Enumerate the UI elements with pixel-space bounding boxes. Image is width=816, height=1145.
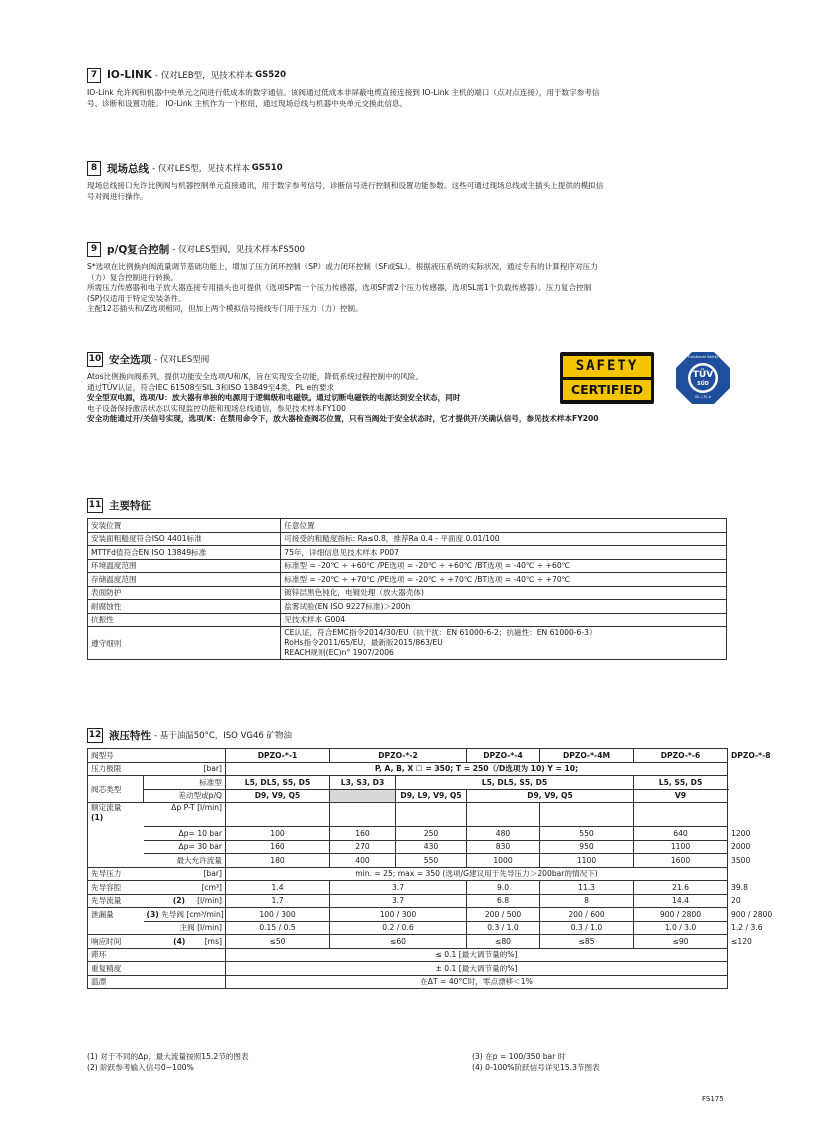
cell: 6.8 (467, 894, 540, 908)
row-label: 压力极限 (88, 762, 144, 776)
section-io-link (87, 67, 727, 109)
row-label: 滞环 (88, 948, 226, 962)
pilot-flow-row: 先导流量 (2) [l/min] 1.7 3.7 6.8 8 14.4 20 (88, 894, 728, 908)
section-fieldbus (87, 160, 727, 202)
cell: 1100 (540, 854, 634, 868)
feature-row (88, 546, 727, 560)
cell: 250 (396, 827, 467, 841)
cell: D9, V9, Q5 (467, 789, 634, 803)
cell: 100 (226, 827, 330, 841)
feature-label: 环境温度范围 (88, 559, 281, 573)
feature-row (88, 586, 727, 600)
col-dpzo-4: DPZO-*-4 (467, 749, 540, 763)
section-title: 安全选项 (109, 353, 151, 366)
feature-label: 表面防护 (88, 586, 281, 600)
row-label: 先导压力 (88, 867, 144, 881)
compliance-line: RoHs指令2011/65/EU，最新版2015/863/EU (284, 638, 443, 647)
cell: 550 (540, 827, 634, 841)
body-line: 号、诊断和设置功能。 IO-Link 主机作为一个枢纽，通过现场总线与机器中央单元交换此信息。 (87, 98, 408, 108)
feature-label: 遵守细则 (88, 627, 281, 660)
row-value: 在ΔT = 40°C时，零点漂移＜1% (226, 975, 728, 989)
compliance-line: REACH规则(EC)n° 1907/2006 (284, 648, 394, 657)
row-label: Δp= 30 bar (144, 840, 226, 854)
cell: 0.15 / 0.5 (226, 921, 330, 935)
row-label: Δp= 10 bar (144, 827, 226, 841)
tuv-bottom-text: SIL / PL e (695, 395, 711, 399)
row-label: 泄漏量 (88, 908, 144, 922)
flow-header-row (88, 803, 728, 827)
feature-row (88, 573, 727, 587)
section-body (87, 88, 727, 109)
col-dpzo-4m: DPZO-*-4M (540, 749, 634, 763)
cell-empty (88, 840, 144, 854)
row-unit (144, 935, 226, 949)
row-sublabel: 主阀 [l/min] (144, 921, 226, 935)
row-unit (144, 908, 226, 922)
row-unit (144, 894, 226, 908)
col-dpzo-6: DPZO-*-6 (634, 749, 728, 763)
row-value: ± 0.1 [最大调节量的%] (226, 962, 728, 976)
section-number: 10 (87, 352, 103, 367)
cell: ≤60 (330, 935, 467, 949)
cell: 270 (330, 840, 396, 854)
body-line: 安全功能通过开/关信号实现，选项/K：在禁用命令下，放大器检查阀芯位置，只有当阀处于安全状态时，它才提供开/关确认信号，参见技术样本FY200 (87, 414, 599, 424)
section-main-features (87, 497, 727, 660)
row-note: (2) (172, 896, 185, 906)
cell-empty (226, 803, 330, 827)
feature-value: 标准型 = -20℃ ÷ +60℃ /PE选项 = -20℃ ÷ +60℃ /BT选项 = -40℃ ÷ +60℃ (281, 559, 727, 573)
row-label: 先导流量 (88, 894, 144, 908)
section-hydraulic (87, 727, 773, 989)
thermal-row (88, 975, 728, 989)
cell: 11.3 (540, 881, 634, 895)
cell: ≤85 (540, 935, 634, 949)
cell: 1.0 / 3.0 (634, 921, 728, 935)
safety-badge-line2: CERTIFIED (563, 380, 651, 400)
body-line: Atos比例换向阀系列，提供功能安全选项/U和/K，旨在实现安全功能，降低系统过程控制中的风险。 (87, 372, 424, 381)
spool-std-label: 标准型 (144, 776, 226, 790)
cell: L5, DL5, S5, D5 (226, 776, 330, 790)
cell: 180 (226, 854, 330, 868)
tuv-sub-text: SÜD (697, 381, 709, 387)
flow-10-row: Δp= 10 bar 100 160 250 480 550 640 1200 (88, 827, 728, 841)
flow-label (88, 803, 144, 827)
hysteresis-row (88, 948, 728, 962)
feature-row (88, 519, 727, 533)
row-note: (4) (173, 936, 186, 946)
page-code: FS175 (702, 1095, 724, 1103)
cell: 0.3 / 1.0 (540, 921, 634, 935)
section-subtitle: - 仅对LES型阀 (154, 355, 210, 365)
section-ref: GS510 (251, 163, 283, 173)
section-title: 主要特征 (109, 499, 151, 512)
cell: 1.7 (226, 894, 330, 908)
section-number: 9 (87, 242, 101, 257)
cell-empty (634, 803, 728, 827)
row-value: P, A, B, X ☐ = 350; T = 250（/D选项为 10) Y = 10; (226, 762, 728, 776)
body-line: 号对阀进行操作。 (87, 191, 148, 201)
cell: 430 (396, 840, 467, 854)
cell-empty (540, 803, 634, 827)
row-note: (3) (146, 909, 159, 919)
section-title: 液压特性 (109, 729, 151, 742)
body-line: 所需压力传感器和电子放大器连接专用插头也可提供（选项SP需一个压力传感器，选项SF需2个压力传感器，选项SL需1个负载传感器）。压力复合控制 (87, 283, 592, 293)
row-unit: [bar] (144, 762, 226, 776)
feature-label: 安装位置 (88, 519, 281, 533)
footnotes-right (472, 1052, 600, 1073)
cell: 3.7 (330, 881, 467, 895)
section-number: 12 (87, 728, 103, 743)
row-value: ≤ 0.1 [最大调节量的%] (226, 948, 728, 962)
feature-value: 标准型 = -20℃ ÷ +70℃ /PE选项 = -20℃ ÷ +70℃ /BT选项 = -40℃ ÷ +70℃ (281, 573, 727, 587)
row-label: 温漂 (88, 975, 226, 989)
row-label: 先导容腔 (88, 881, 144, 895)
section-ref: GS520 (255, 70, 286, 80)
features-table (87, 518, 727, 660)
footnotes-left (87, 1052, 249, 1073)
cell: 9.0 (467, 881, 540, 895)
cell: 100 / 300 (330, 908, 467, 922)
section-body (87, 181, 727, 202)
section-title: IO-LINK (107, 69, 152, 81)
row-unit-text: [l/min] (197, 896, 222, 906)
feature-label: 安装面粗糙度符合ISO 4401标准 (88, 532, 281, 546)
response-row: 响应时间 (4) [ms] ≤50 ≤60 ≤80 ≤85 ≤90 ≤120 (88, 935, 728, 949)
cell: 900 / 2800 (634, 908, 728, 922)
valve-label: 阀型号 (88, 749, 226, 763)
feature-label: MTTFd值符合EN ISO 13849标准 (88, 546, 281, 560)
body-line: (SP)仅适用于特定安装条件。 (87, 293, 186, 303)
footnote: (4) 0-100%阶跃信号详见15.3节图表 (472, 1062, 600, 1072)
body-line: S*选项在比例换向阀流量调节基础功能上，增加了压力闭环控制（SP）或力闭环控制（SF或SL）。根据液压系统的实际状况，通过专有的计算程序对压力 (87, 262, 598, 271)
cell-empty (330, 789, 396, 803)
section-body (87, 262, 727, 315)
compliance-line: CE认证，符合EMC指令2014/30/EU（抗干扰：EN 61000-6-2；抗磁性：EN 61000-6-3） (284, 628, 597, 637)
safety-certified-logo (560, 352, 654, 404)
body-line: （力）复合控制进行转换。 (87, 272, 179, 282)
footnote: (3) 在p = 100/350 bar 时 (472, 1052, 566, 1061)
flow-unit: Δp P-T [l/min] (144, 803, 226, 827)
body-line: IO-Link 允许阀和机器中央单元之间进行低成本的数字通信。该阀通过低成本非屏蔽电缆直接连接到 IO-Link 主机的端口（点对点连接），用于数字参考信 (87, 88, 600, 97)
cell: 200 / 600 (540, 908, 634, 922)
feature-label: 抗振性 (88, 613, 281, 627)
col-dpzo-1: DPZO-*-1 (226, 749, 330, 763)
feature-value: 见技术样本 G004 (281, 613, 727, 627)
cell: 100 / 300 (226, 908, 330, 922)
cell: 830 (467, 840, 540, 854)
section-subtitle: - 仅对LES型，见技术样本 (152, 164, 250, 174)
body-line: 安全型双电源，选项/U：放大器有单独的电源用于逻辑级和电磁铁。通过切断电磁铁的电源达到安全状态，同时 (87, 393, 461, 403)
flow-max-row: 最大允许流量 180 400 550 1000 1100 1600 3500 (88, 854, 728, 868)
section-subtitle: - 仅对LEB型，见技术样本 (154, 71, 254, 81)
spool-label: 阀芯类型 (88, 776, 144, 803)
row-unit-text: [ms] (204, 936, 222, 946)
tuv-main-text: TÜV (692, 370, 714, 380)
section-number: 8 (87, 161, 101, 176)
spool-std-row (88, 776, 728, 790)
section-subtitle: - 基于油温50°C，ISO VG46 矿物油 (154, 731, 292, 741)
cell: 640 (634, 827, 728, 841)
body-line: 现场总线接口允许比例阀与机器控制单元直接通讯，用于数字参考信号、诊断信号进行控制和设置功能参数。这些可通过现场总线或主插头上提供的模拟信 (87, 181, 604, 190)
cell-empty (396, 803, 467, 827)
footnote: (1) 对于不同的Δp，最大流量按照15.2节的图表 (87, 1052, 249, 1061)
row-sublabel: 先导阀 [cm³/min] (161, 909, 224, 919)
row-label: 最大允许流量 (144, 854, 226, 868)
hydraulic-table (87, 748, 773, 989)
cell: 160 (330, 827, 396, 841)
cell: 3.7 (330, 894, 467, 908)
cell-empty (467, 803, 540, 827)
cell: 0.2 / 0.6 (330, 921, 467, 935)
safety-badge-line1: SAFETY (563, 356, 651, 377)
tuv-top-text: Functional Safety (687, 355, 719, 359)
section-number: 11 (87, 498, 103, 513)
feature-row (88, 600, 727, 614)
leakage-main-row: 主阀 [l/min] 0.15 / 0.5 0.2 / 0.6 0.3 / 1.0 0.3 / 1.0 1.0 / 3.0 1.2 / 3.6 (88, 921, 728, 935)
feature-value: 盐雾试验(EN ISO 9227标准)＞200h (281, 600, 727, 614)
cell-empty (88, 854, 144, 868)
section-title: p/Q复合控制 (107, 243, 170, 256)
cell: 550 (396, 854, 467, 868)
feature-value (281, 627, 727, 660)
feature-row (88, 613, 727, 627)
cell: 1600 (634, 854, 728, 868)
feature-label: 存储温度范围 (88, 573, 281, 587)
row-unit: [bar] (144, 867, 226, 881)
cell: ≤80 (467, 935, 540, 949)
pilot-pressure-row (88, 867, 728, 881)
cell: 1000 (467, 854, 540, 868)
pilot-volume-row: 先导容腔 [cm³] 1.4 3.7 9.0 11.3 21.6 39.8 (88, 881, 728, 895)
feature-row (88, 559, 727, 573)
cell: 1100 (634, 840, 728, 854)
cell: ≤50 (226, 935, 330, 949)
flow-label-note: (1) (91, 813, 104, 822)
cell: 400 (330, 854, 396, 868)
section-number: 7 (87, 68, 101, 83)
body-line: 通过TÜV认证，符合IEC 61508至SIL 3和ISO 13849至4类，PL e的要求 (87, 382, 335, 392)
footnote: (2) 阶跃参考输入信号0~100% (87, 1062, 194, 1072)
spool-diff-label: 差动型或p/Q (144, 789, 226, 803)
cell-empty (330, 803, 396, 827)
cell: L5, DL5, S5, D5 (396, 776, 634, 790)
cell: 0.3 / 1.0 (467, 921, 540, 935)
section-title: 现场总线 (107, 162, 149, 175)
row-label: 重复精度 (88, 962, 226, 976)
cell: 480 (467, 827, 540, 841)
cell: L5, S5, D5 (634, 776, 728, 790)
cell: D9, V9, Q5 (226, 789, 330, 803)
feature-label: 耐腐蚀性 (88, 600, 281, 614)
feature-value: 镀锌层黑色钝化，电镀处理（放大器壳体) (281, 586, 727, 600)
cell: 200 / 500 (467, 908, 540, 922)
cell: 21.6 (634, 881, 728, 895)
feature-value: 可接受的粗糙度指标: Ra≤0.8，推荐Ra 0.4 - 平面度 0.01/100 (281, 532, 727, 546)
repeatability-row (88, 962, 728, 976)
col-dpzo-2: DPZO-*-2 (330, 749, 467, 763)
cell-empty (88, 921, 144, 935)
section-pq-control (87, 241, 727, 315)
body-line: 电子设备保持激活状态以实现监控功能和现场总线通信，参见技术样本FY100 (87, 403, 346, 413)
pressure-limit-row (88, 762, 728, 776)
cell: 1.4 (226, 881, 330, 895)
feature-value: 75年，详细信息见技术样本 P007 (281, 546, 727, 560)
cell: 14.4 (634, 894, 728, 908)
cell: L3, S3, D3 (330, 776, 396, 790)
row-value: min. = 25; max = 350 (选项/G建议用于先导压力＞200bar的情况下) (226, 867, 728, 881)
cell: V9 (634, 789, 728, 803)
feature-row-compliance (88, 627, 727, 660)
cell-empty (88, 827, 144, 841)
spool-diff-row (88, 789, 728, 803)
body-line: 主配12芯插头和/Z选项相同，但加上两个模拟信号接线专门用于压力（力）控制。 (87, 304, 363, 314)
cell: 8 (540, 894, 634, 908)
row-unit: [cm³] (144, 881, 226, 895)
feature-value: 任意位置 (281, 519, 727, 533)
feature-row (88, 532, 727, 546)
flow-label-text: 额定流量 (91, 803, 122, 812)
tuv-sud-logo (675, 351, 731, 405)
header-row: 阀型号 DPZO-*-1 DPZO-*-2 DPZO-*-4 DPZO-*-4M DPZO-*-6 DPZO-*-8 (88, 749, 728, 763)
cell: 160 (226, 840, 330, 854)
section-subtitle: - 仅对LES型阀，见技术样本FS500 (172, 245, 305, 255)
row-label: 响应时间 (88, 935, 144, 949)
flow-30-row: Δp= 30 bar 160 270 430 830 950 1100 2000 (88, 840, 728, 854)
cell: D9, L9, V9, Q5 (396, 789, 467, 803)
cell: 950 (540, 840, 634, 854)
cell: ≤90 (634, 935, 728, 949)
leakage-pilot-row: 泄漏量 (3) 先导阀 [cm³/min] 100 / 300 100 / 300 200 / 500 200 / 600 900 / 2800 900 / 2800 (88, 908, 728, 922)
